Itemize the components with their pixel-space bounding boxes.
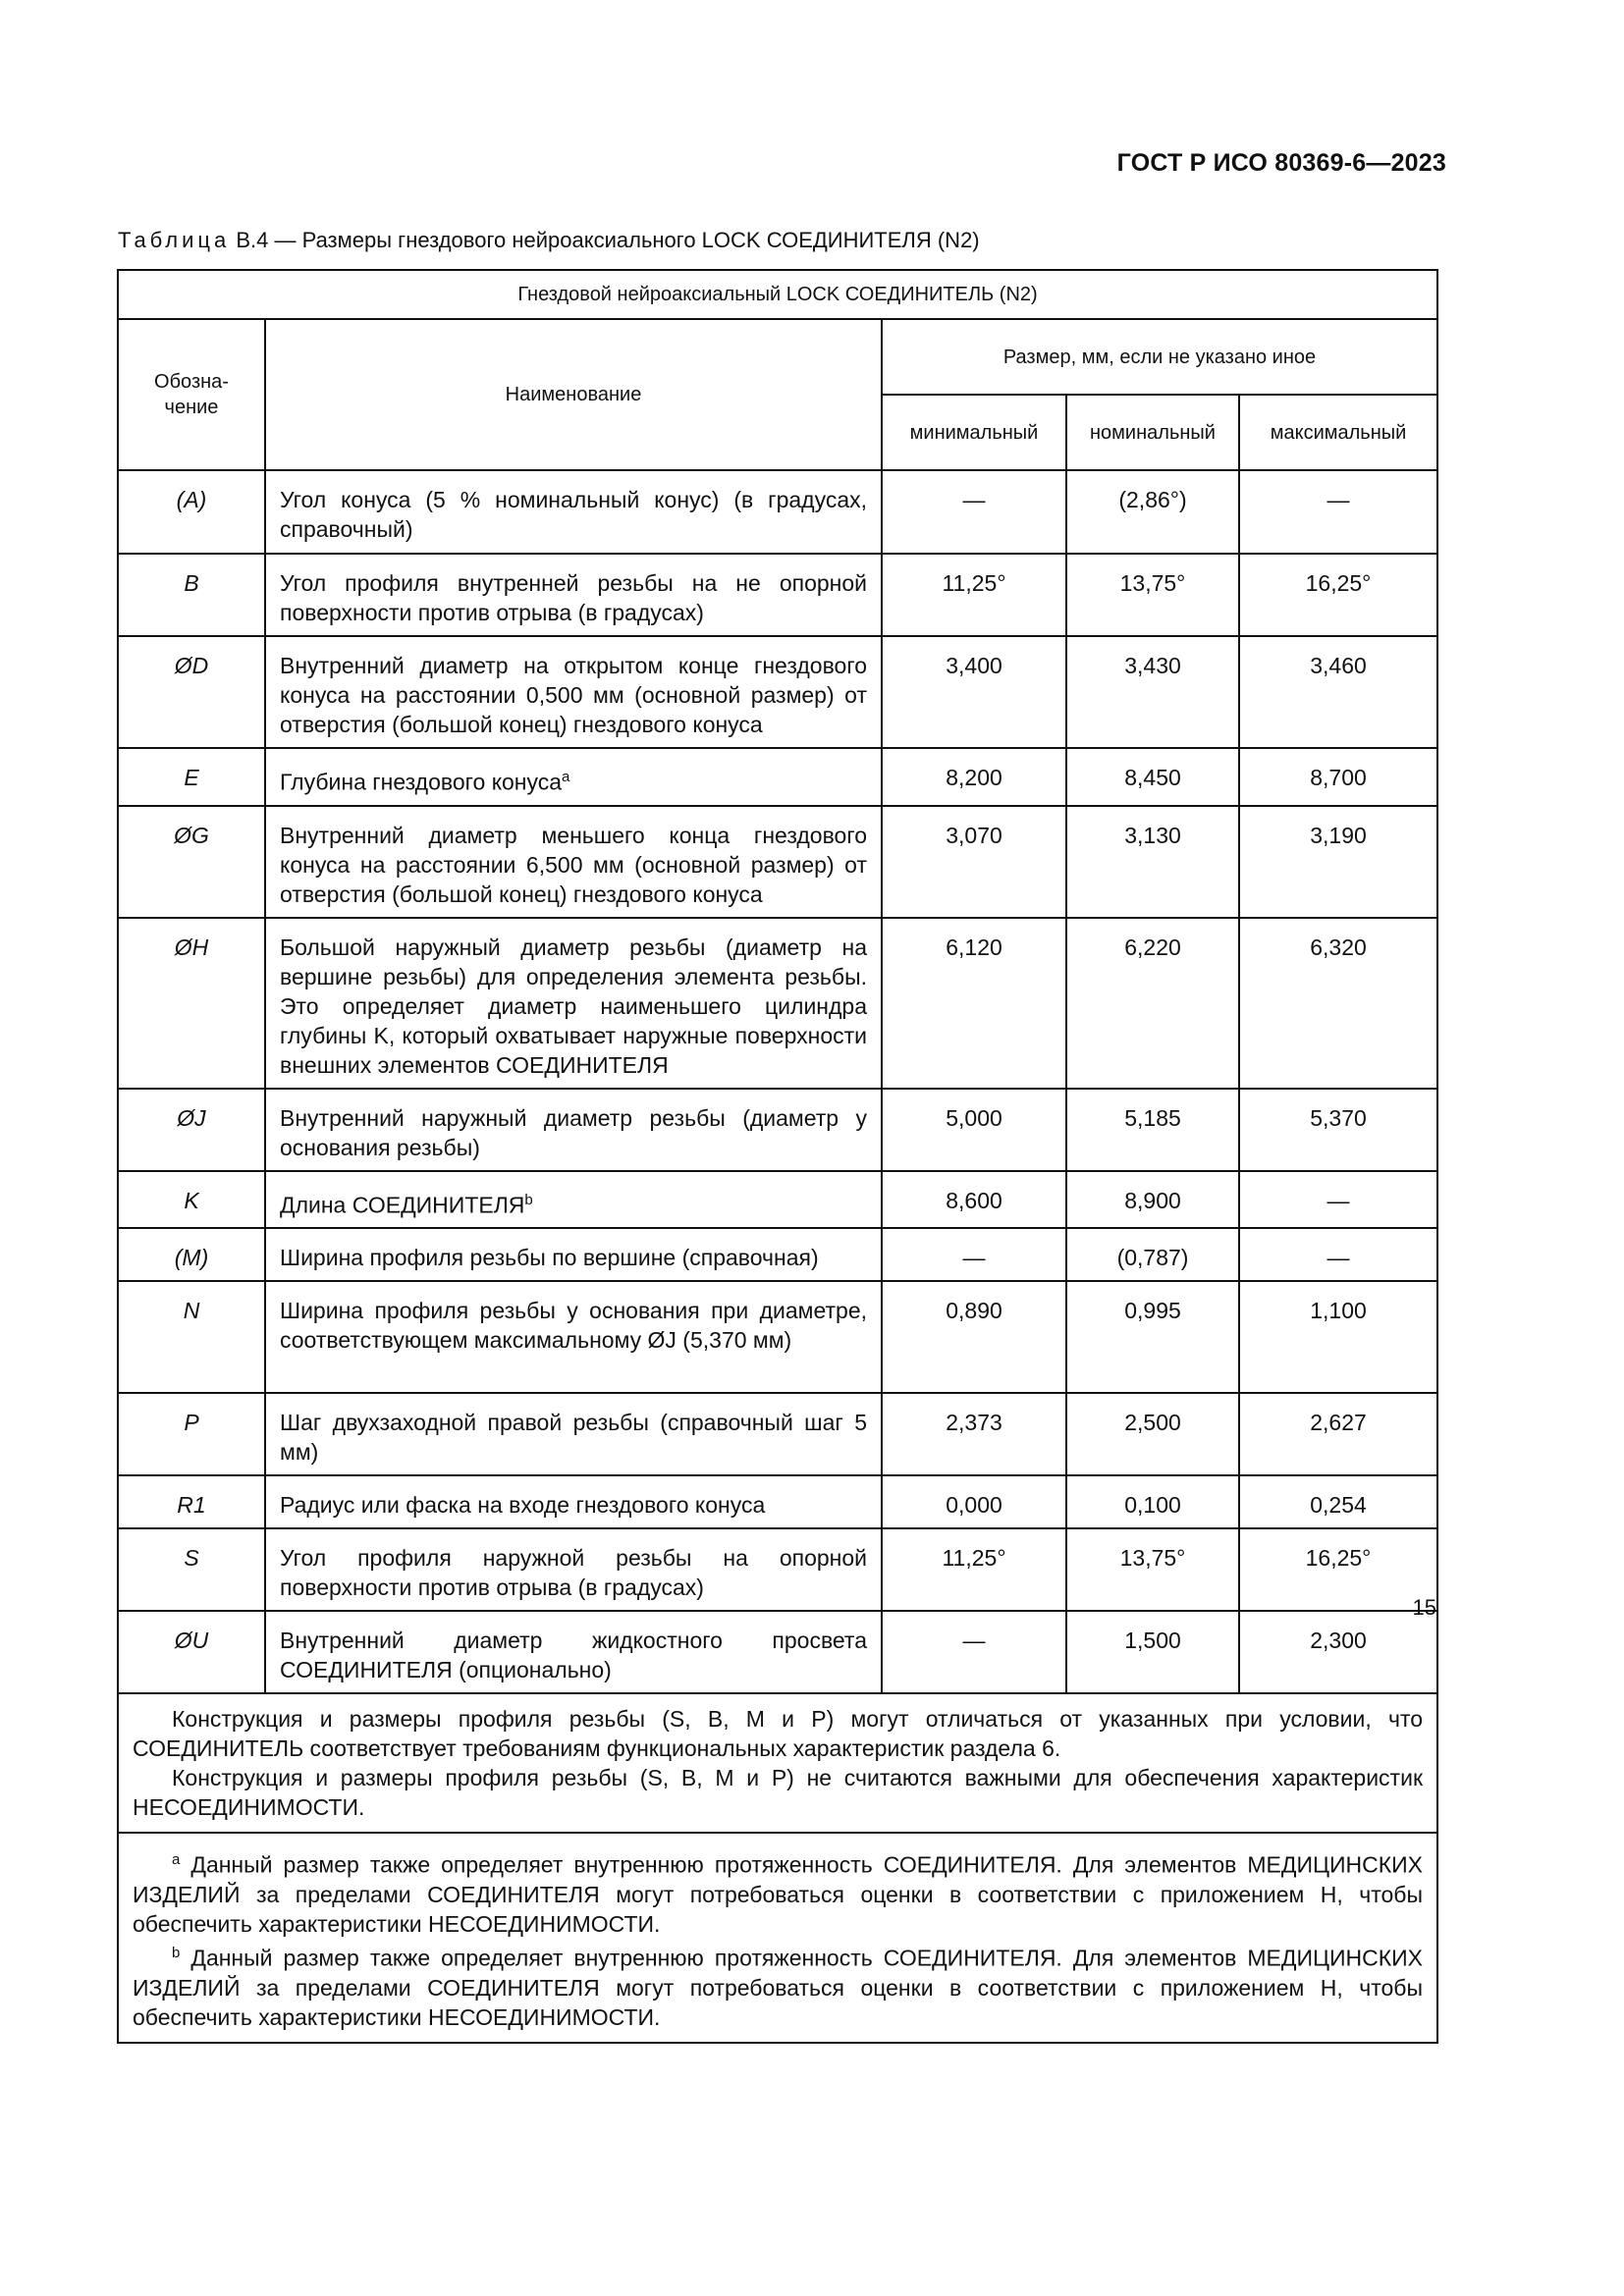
- symbol-cell: K: [118, 1171, 265, 1229]
- symbol-cell: B: [118, 554, 265, 636]
- name-cell: [265, 636, 882, 748]
- nom-cell: 0,995: [1066, 1281, 1239, 1393]
- document-id: ГОСТ Р ИСО 80369-6—2023: [1116, 149, 1446, 177]
- min-cell: 3,070: [882, 806, 1066, 918]
- footnote-a: [133, 1845, 1423, 1939]
- max-cell: 2,300: [1239, 1611, 1437, 1693]
- table-caption-label: Таблица: [118, 228, 231, 252]
- name-text: Внутренний диаметр меньшего конца гнездового конуса на расстоянии 6,500 мм (основной размер) от отверстия (большой конец) гнездового конуса: [280, 822, 867, 907]
- name-cell: [265, 748, 882, 806]
- max-cell: 6,320: [1239, 918, 1437, 1089]
- table-note: Конструкция и размеры профиля резьбы (S, B, M и P) не считаются важными для обеспечения характеристик НЕСОЕДИНИМОСТИ.: [133, 1765, 1424, 1821]
- table-row: [118, 1281, 1437, 1393]
- symbol-cell: ØJ: [118, 1089, 265, 1171]
- name-text: Ширина профиля резьбы по вершине (справочная): [280, 1245, 819, 1271]
- min-cell: 8,600: [882, 1171, 1066, 1229]
- max-cell: 1,100: [1239, 1281, 1437, 1393]
- table-row: [118, 1228, 1437, 1281]
- name-text: Угол конуса (5 % номинальный конус) (в градусах, справочный): [280, 487, 867, 542]
- name-text: Угол профиля внутренней резьбы на не опорной поверхности против отрыва (в градусах): [280, 570, 867, 625]
- nom-cell: 3,130: [1066, 806, 1239, 918]
- symbol-cell: ØD: [118, 636, 265, 748]
- nom-cell: (2,86°): [1066, 470, 1239, 554]
- table-row: [118, 1171, 1437, 1229]
- max-cell: 16,25°: [1239, 554, 1437, 636]
- name-cell: [265, 554, 882, 636]
- table-row: [118, 636, 1437, 748]
- min-cell: 6,120: [882, 918, 1066, 1089]
- min-cell: —: [882, 1228, 1066, 1281]
- header-min: минимальный: [882, 395, 1066, 470]
- table-row: [118, 1528, 1437, 1611]
- name-cell: [265, 806, 882, 918]
- table-title: Гнездовой нейроаксиальный LOCK СОЕДИНИТЕЛЬ (N2): [118, 270, 1437, 319]
- min-cell: 3,400: [882, 636, 1066, 748]
- name-cell: [265, 1171, 882, 1229]
- footnotes-cell: [118, 1833, 1437, 2042]
- name-cell: [265, 470, 882, 554]
- name-text: Ширина профиля резьбы у основания при диаметре, соответствующем максимальному ØJ (5,370 мм): [280, 1298, 867, 1354]
- nom-cell: 8,450: [1066, 748, 1239, 806]
- min-cell: —: [882, 1611, 1066, 1693]
- header-size: Размер, мм, если не указано иное: [882, 319, 1437, 395]
- min-cell: 5,000: [882, 1089, 1066, 1171]
- table-row: [118, 554, 1437, 636]
- nom-cell: 1,500: [1066, 1611, 1239, 1693]
- nom-cell: 3,430: [1066, 636, 1239, 748]
- name-text: Внутренний диаметр на открытом конце гнездового конуса на расстоянии 0,500 мм (основной размер) от отверстия (большой конец) гнездового конуса: [280, 653, 867, 737]
- symbol-cell: S: [118, 1528, 265, 1611]
- name-cell: [265, 1089, 882, 1171]
- table-row: [118, 1089, 1437, 1171]
- name-cell: [265, 1281, 882, 1393]
- nom-cell: 13,75°: [1066, 554, 1239, 636]
- max-cell: 5,370: [1239, 1089, 1437, 1171]
- max-cell: 3,190: [1239, 806, 1437, 918]
- footnote-ref: a: [562, 769, 570, 785]
- name-text: Глубина гнездового конуса: [280, 769, 563, 795]
- min-cell: 8,200: [882, 748, 1066, 806]
- name-cell: [265, 1611, 882, 1693]
- name-cell: [265, 918, 882, 1089]
- min-cell: 11,25°: [882, 554, 1066, 636]
- nom-cell: 8,900: [1066, 1171, 1239, 1229]
- symbol-cell: E: [118, 748, 265, 806]
- table-row: [118, 470, 1437, 554]
- symbol-cell: R1: [118, 1475, 265, 1528]
- max-cell: —: [1239, 1228, 1437, 1281]
- page-number: 15: [1412, 1595, 1436, 1620]
- symbol-cell: (M): [118, 1228, 265, 1281]
- nom-cell: 5,185: [1066, 1089, 1239, 1171]
- max-cell: 2,627: [1239, 1393, 1437, 1475]
- footnotes-row: [118, 1833, 1437, 2042]
- nom-cell: 6,220: [1066, 918, 1239, 1089]
- footnote-ref: b: [524, 1191, 533, 1208]
- nom-cell: 13,75°: [1066, 1528, 1239, 1611]
- table-row: [118, 1475, 1437, 1528]
- symbol-cell: ØG: [118, 806, 265, 918]
- name-text: Длина СОЕДИНИТЕЛЯ: [280, 1192, 525, 1218]
- table-row: [118, 748, 1437, 806]
- footnote-mark: a: [172, 1851, 181, 1869]
- table-row: [118, 918, 1437, 1089]
- max-cell: —: [1239, 470, 1437, 554]
- nom-cell: 2,500: [1066, 1393, 1239, 1475]
- max-cell: 8,700: [1239, 748, 1437, 806]
- nom-cell: 0,100: [1066, 1475, 1239, 1528]
- table-row: [118, 1393, 1437, 1475]
- footnote-text: Данный размер также определяет внутреннюю протяженность СОЕДИНИТЕЛЯ. Для элементов МЕДИЦИНСКИХ ИЗДЕЛИЙ за пределами СОЕДИНИТЕЛЯ могут потребоваться оценки в соответствии с приложением Н, чтобы обеспечить характеристики НЕСОЕДИНИМОСТИ.: [133, 1945, 1424, 2030]
- name-cell: [265, 1528, 882, 1611]
- header-max: максимальный: [1239, 395, 1437, 470]
- name-text: Радиус или фаска на входе гнездового конуса: [280, 1492, 766, 1519]
- header-symbol: Обозна- чение: [118, 319, 265, 470]
- max-cell: —: [1239, 1171, 1437, 1229]
- notes-cell: [118, 1693, 1437, 1833]
- footnote-mark: b: [172, 1944, 181, 1961]
- min-cell: 0,890: [882, 1281, 1066, 1393]
- header-nom: номинальный: [1066, 395, 1239, 470]
- max-cell: 0,254: [1239, 1475, 1437, 1528]
- dimensions-table: [117, 269, 1438, 2044]
- footnote-b: [133, 1939, 1423, 2032]
- name-text: Угол профиля наружной резьбы на опорной поверхности против отрыва (в градусах): [280, 1545, 867, 1601]
- name-cell: [265, 1475, 882, 1528]
- symbol-cell: ØU: [118, 1611, 265, 1693]
- symbol-cell: (A): [118, 470, 265, 554]
- min-cell: 0,000: [882, 1475, 1066, 1528]
- nom-cell: (0,787): [1066, 1228, 1239, 1281]
- table-note: Конструкция и размеры профиля резьбы (S, B, M и P) могут отличаться от указанных при условии, что СОЕДИНИТЕЛЬ соответствует требованиям функциональных характеристик раздела 6.: [133, 1706, 1424, 1762]
- name-text: Внутренний диаметр жидкостного просвета СОЕДИНИТЕЛЯ (опционально): [280, 1628, 867, 1683]
- name-text: Шаг двухзаходной правой резьбы (справочный шаг 5 мм): [280, 1410, 867, 1466]
- notes-row: [118, 1693, 1437, 1833]
- min-cell: —: [882, 470, 1066, 554]
- max-cell: 16,25°: [1239, 1528, 1437, 1611]
- name-text: Внутренний наружный диаметр резьбы (диаметр у основания резьбы): [280, 1104, 867, 1160]
- table-caption-text: В.4 — Размеры гнездового нейроаксиального LOCK СОЕДИНИТЕЛЯ (N2): [230, 228, 980, 252]
- symbol-cell: N: [118, 1281, 265, 1393]
- name-cell: [265, 1393, 882, 1475]
- name-text: Большой наружный диаметр резьбы (диаметр на вершине резьбы) для определения элемента резьбы. Это определяет диаметр наименьшего цилиндра глубины K, который охватывает наружные поверхности внешних элементов СОЕДИНИТЕЛЯ: [280, 934, 867, 1078]
- symbol-cell: ØH: [118, 918, 265, 1089]
- header-name: Наименование: [265, 319, 882, 470]
- name-cell: [265, 1228, 882, 1281]
- table-row: [118, 1611, 1437, 1693]
- table-caption: [118, 228, 980, 253]
- max-cell: 3,460: [1239, 636, 1437, 748]
- min-cell: 11,25°: [882, 1528, 1066, 1611]
- symbol-cell: P: [118, 1393, 265, 1475]
- min-cell: 2,373: [882, 1393, 1066, 1475]
- footnote-text: Данный размер также определяет внутреннюю протяженность СОЕДИНИТЕЛЯ. Для элементов МЕДИЦИНСКИХ ИЗДЕЛИЙ за пределами СОЕДИНИТЕЛЯ могут потребоваться оценки в соответствии с приложением Н, чтобы обеспечить характеристики НЕСОЕДИНИМОСТИ.: [133, 1851, 1424, 1937]
- table-row: [118, 806, 1437, 918]
